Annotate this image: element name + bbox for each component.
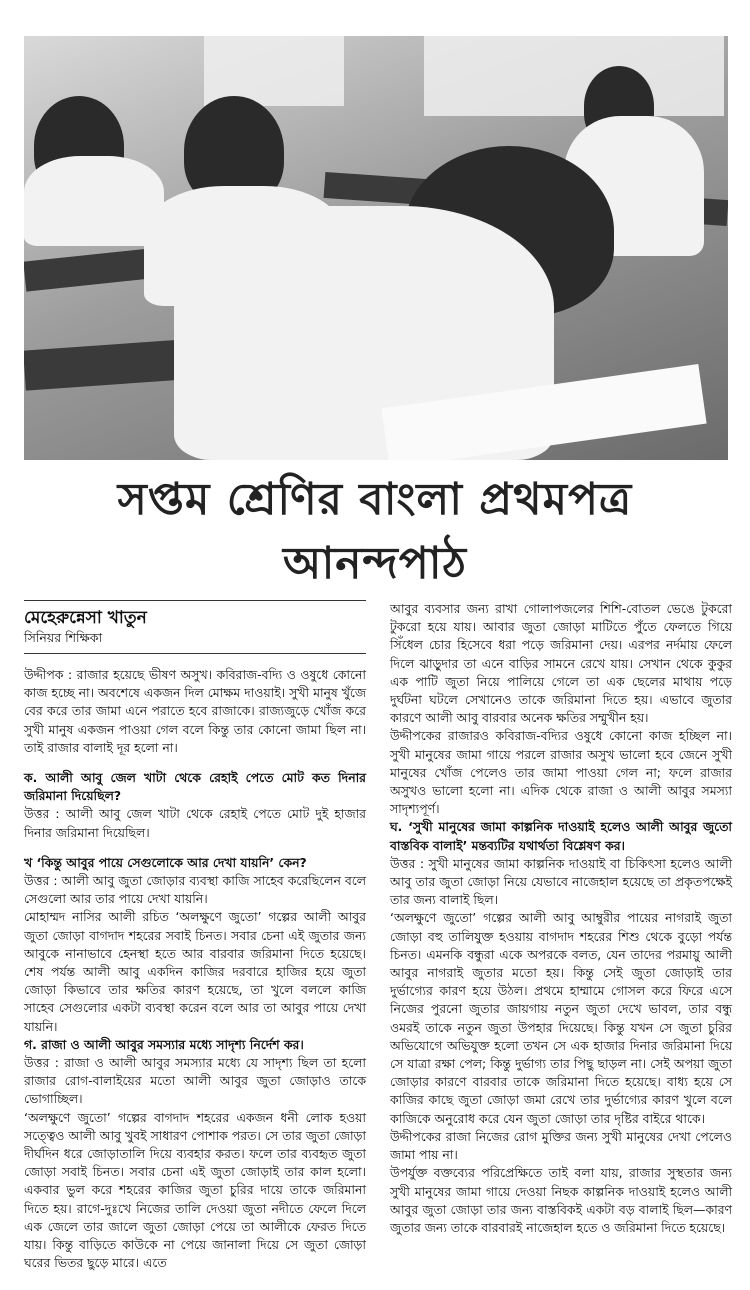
paragraph-gap — [24, 757, 366, 769]
author-name: মেহেরুন্নেসা খাতুন — [24, 608, 147, 628]
paragraph: ‘অলক্ষুণে জুতো’ গল্পের বাগদাদ শহরের একজন ধনী লোক হওয়া সত্ত্বেও আলী আবু খুবই সাধারণ পোশাক পরত। সে তার জুতা জোড়া দীর্ঘদিন ধরে জোড়াতালি দিয়ে ব্যবহার করত। ফলে তার ব্যবহৃত জুতা জোড়া সবাই চিনত। সবার চেনা এই জুতা জোড়াই তার কাল হলো। একবার ভুল করে শহরের কাজির জুতা চুরির দায়ে তাকে জরিমানা দিতে হয়। রাগে-দুঃখে নিজের তালি দেওয়া জুতা নদীতে ফেলে দিলে এক জেলে তার জালে জুতা জোড়া পেয়ে তা আলীকে ফেরত দিতে যায়। কিন্তু বাড়িতে কাউকে না পেয়ে জানালা দিয়ে সে জুতা জোড়া ঘরের ভিতর ছুড়ে মারে। এতে — [24, 1109, 366, 1271]
paragraph: ‘অলক্ষুণে জুতো’ গল্পের আলী আবু আম্বুরীর পায়ের নাগরাই জুতা জোড়া বহু তালিযুক্ত হওয়ায় বাগদাদ শহরের শিশু থেকে বুড়ো পর্যন্ত চিনত। এমনকি বন্ধুরা একে অপরকে বলত, যেন তাদের পরমায়ু আলী আবুর নাগরাই জুতার মতো হয়। কিন্তু সেই জুতা জোড়াই তার দুর্ভাগ্যের কারণ হয়ে উঠল। প্রথমে হাম্মামে গোসল করে ফিরে এসে নিজের পুরনো জুতার জায়গায় নতুন জুতা দেখে ভাবল, তার বন্ধু ওমরই তাকে নতুন জুতা উপহার দিয়েছে। কিন্তু যখন সে জুতা চুরির অভিযোগে অভিযুক্ত হলো তখন সে এক হাজার দিনার জরিমানা দিয়ে সে যাত্রা রক্ষা পেল; কিন্তু দুর্ভাগ্য তার পিছু ছাড়ল না। সেই অপয়া জুতা জোড়ার কারণে বারবার তাকে জরিমানা দিতে হয়েছে। বাধ্য হয়ে সে কাজির কাছে জুতা জোড়া জমা রেখে তার দুর্ভাগ্যের কারণ খুলে বলে কাজিকে অনুরোধ করে যেন জুতা জোড়া তার দৃষ্টির বাইরে থাকে। — [390, 910, 732, 1126]
paragraph: উত্তর : আলী আবু জুতা জোড়ার ব্যবস্থা কাজি সাহেব করেছিলেন বলে সেগুলো আর তার পায়ে দেখা যায়নি। — [24, 873, 366, 907]
paragraph: উদ্দীপক : রাজার হয়েছে ভীষণ অসুখ। কবিরাজ-বদ্যি ও ওষুধে কোনো কাজ হচ্ছে না। অবশেষে একজন দিল মোক্ষম দাওয়াই। সুখী মানুষ খুঁজে বের করে তার জামা এনে পরাতে হবে রাজাকে। রাজ্যজুড়ে খোঁজ করে সুখী মানুষ একজন পাওয়া গেল বলে কিন্তু তার কোনো জামা ছিল না। তাই রাজার বালাই দূর হলো না। — [24, 667, 366, 755]
paragraph: উপর্যুক্ত বক্তব্যের পরিপ্রেক্ষিতে তাই বলা যায়, রাজার সুস্থতার জন্য সুখী মানুষের জামা গায়ে দেওয়া নিছক কাল্পনিক দাওয়াই হলেও আলী আবুর জুতা জোড়া তার জন্য বাস্তবিকই একটা বড় বালাই ছিল—কারণ জুতার জন্য তাকে বারবারই নাজেহাল হতে ও জরিমানা দিতে হয়েছে। — [390, 1165, 732, 1235]
left-column-body — [24, 666, 366, 1273]
paragraph: আবুর ব্যবসার জন্য রাখা গোলাপজলের শিশি-বোতল ভেঙে টুকরো টুকরো হয়ে যায়। আবার জুতা জোড়া মাটিতে পুঁতে ফেলতে গিয়ে সিঁধেল চোর হিসেবে ধরা পড়ে জরিমানা দেয়। এরপর নর্দমায় ফেলে দিলে ঝাড়ুদার তা এনে বাড়ির সামনে রেখে যায়। সেখান থেকে কুকুর এক পাটি জুতা নিয়ে পালিয়ে গেলে তা এক ছেলের মাথায় পড়ে দুর্ঘটনা ঘটলে সেখানেও তাকে জরিমানা দিতে হয়। এভাবে জুতার কারণে আলী আবু বারবার অনেক ক্ষতির সম্মুখীন হয়। — [390, 601, 732, 726]
paragraph-gap — [24, 842, 366, 854]
paragraph: মোহাম্মদ নাসির আলী রচিত ‘অলক্ষুণে জুতো’ গল্পের আলী আবুর জুতা জোড়া বাগদাদ শহরের সবাই চিনত। সবার চেনা এই জুতার জন্য আবুকে নানাভাবে হেনস্থা হতে আর বারবার জরিমানা দিতে হয়েছে। শেষ পর্যন্ত আলী আবু একদিন কাজির দরবারে হাজির হয়ে জুতা জোড়া কিভাবে তার ক্ষতির কারণ হয়েছে, তা খুলে বললে কাজি সাহেব সেগুলোর একটা ব্যবস্থা করেন বলে আর তা আবুর পায়ে দেখা যায়নি। — [24, 909, 366, 1034]
headline-subtitle: আনন্দপাঠ — [282, 538, 468, 589]
paragraph: উত্তর : আলী আবু জেল খাটা থেকে রেহাই পেতে মোট দুই হাজার দিনার জরিমানা দিয়েছিল। — [24, 806, 366, 840]
question-heading: ক. আলী আবু জেল খাটা থেকে রেহাই পেতে মোট কত দিনার জরিমানা দিয়েছিল? — [24, 770, 366, 804]
paragraph: উদ্দীপকের রাজারও কবিরাজ-বদ্যির ওষুধে কোনো কাজ হচ্ছিল না। সুখী মানুষের জামা গায়ে পরলে রাজার অসুখ ভালো হবে জেনে সুখী মানুষের খোঁজ পেলেও তার জামা পাওয়া গেল না; ফলে রাজার অসুখও ভালো হলো না। এদিক থেকে রাজা ও আলী আবুর সমস্যা সাদৃশ্যপূর্ণ। — [390, 728, 732, 817]
author-role: সিনিয়র শিক্ষিকা — [24, 630, 103, 645]
byline-bottom-rule — [24, 653, 366, 654]
question-heading: খ ‘কিন্তু আবুর পায়ে সেগুলোকে আর দেখা যায়নি’ কেন? — [24, 854, 307, 870]
byline-top-rule — [24, 600, 366, 601]
paragraph: উদ্দীপকের রাজা নিজের রোগ মুক্তির জন্য সুখী মানুষের দেখা পেলেও জামা পায় না। — [390, 1128, 732, 1163]
paragraph: উত্তর : সুখী মানুষের জামা কাল্পনিক দাওয়াই বা চিকিৎসা হলেও আলী আবু তার জুতা জোড়া নিয়ে যেভাবে নাজেহাল হয়েছে তা প্রকৃতপক্ষেই তার জন্য বালাই ছিল। — [390, 855, 732, 908]
headline-title: সপ্তম শ্রেণির বাংলা প্রথমপত্র — [117, 474, 633, 525]
exam-hall-photo — [24, 36, 728, 460]
question-heading: ঘ. ‘সুখী মানুষের জামা কাল্পনিক দাওয়াই হলেও আলী আবুর জুতো বাস্তবিক বালাই’ মন্তব্যটির যথার্থতা বিশ্লেষণ কর। — [390, 819, 732, 853]
article-left-column — [24, 600, 366, 1273]
article-right-column — [390, 600, 732, 1237]
paragraph: উত্তর : রাজা ও আলী আবুর সমস্যার মধ্যে যে সাদৃশ্য ছিল তা হলো রাজার রোগ-বালাইয়ের মতো আলী আবুর জুতা জোড়াও তাকে ভোগাচ্ছিল। — [24, 1055, 366, 1107]
right-column-body — [390, 600, 732, 1237]
question-heading: গ. রাজা ও আলী আবুর সমস্যার মধ্যে সাদৃশ্য নির্দেশ কর। — [24, 1036, 304, 1052]
